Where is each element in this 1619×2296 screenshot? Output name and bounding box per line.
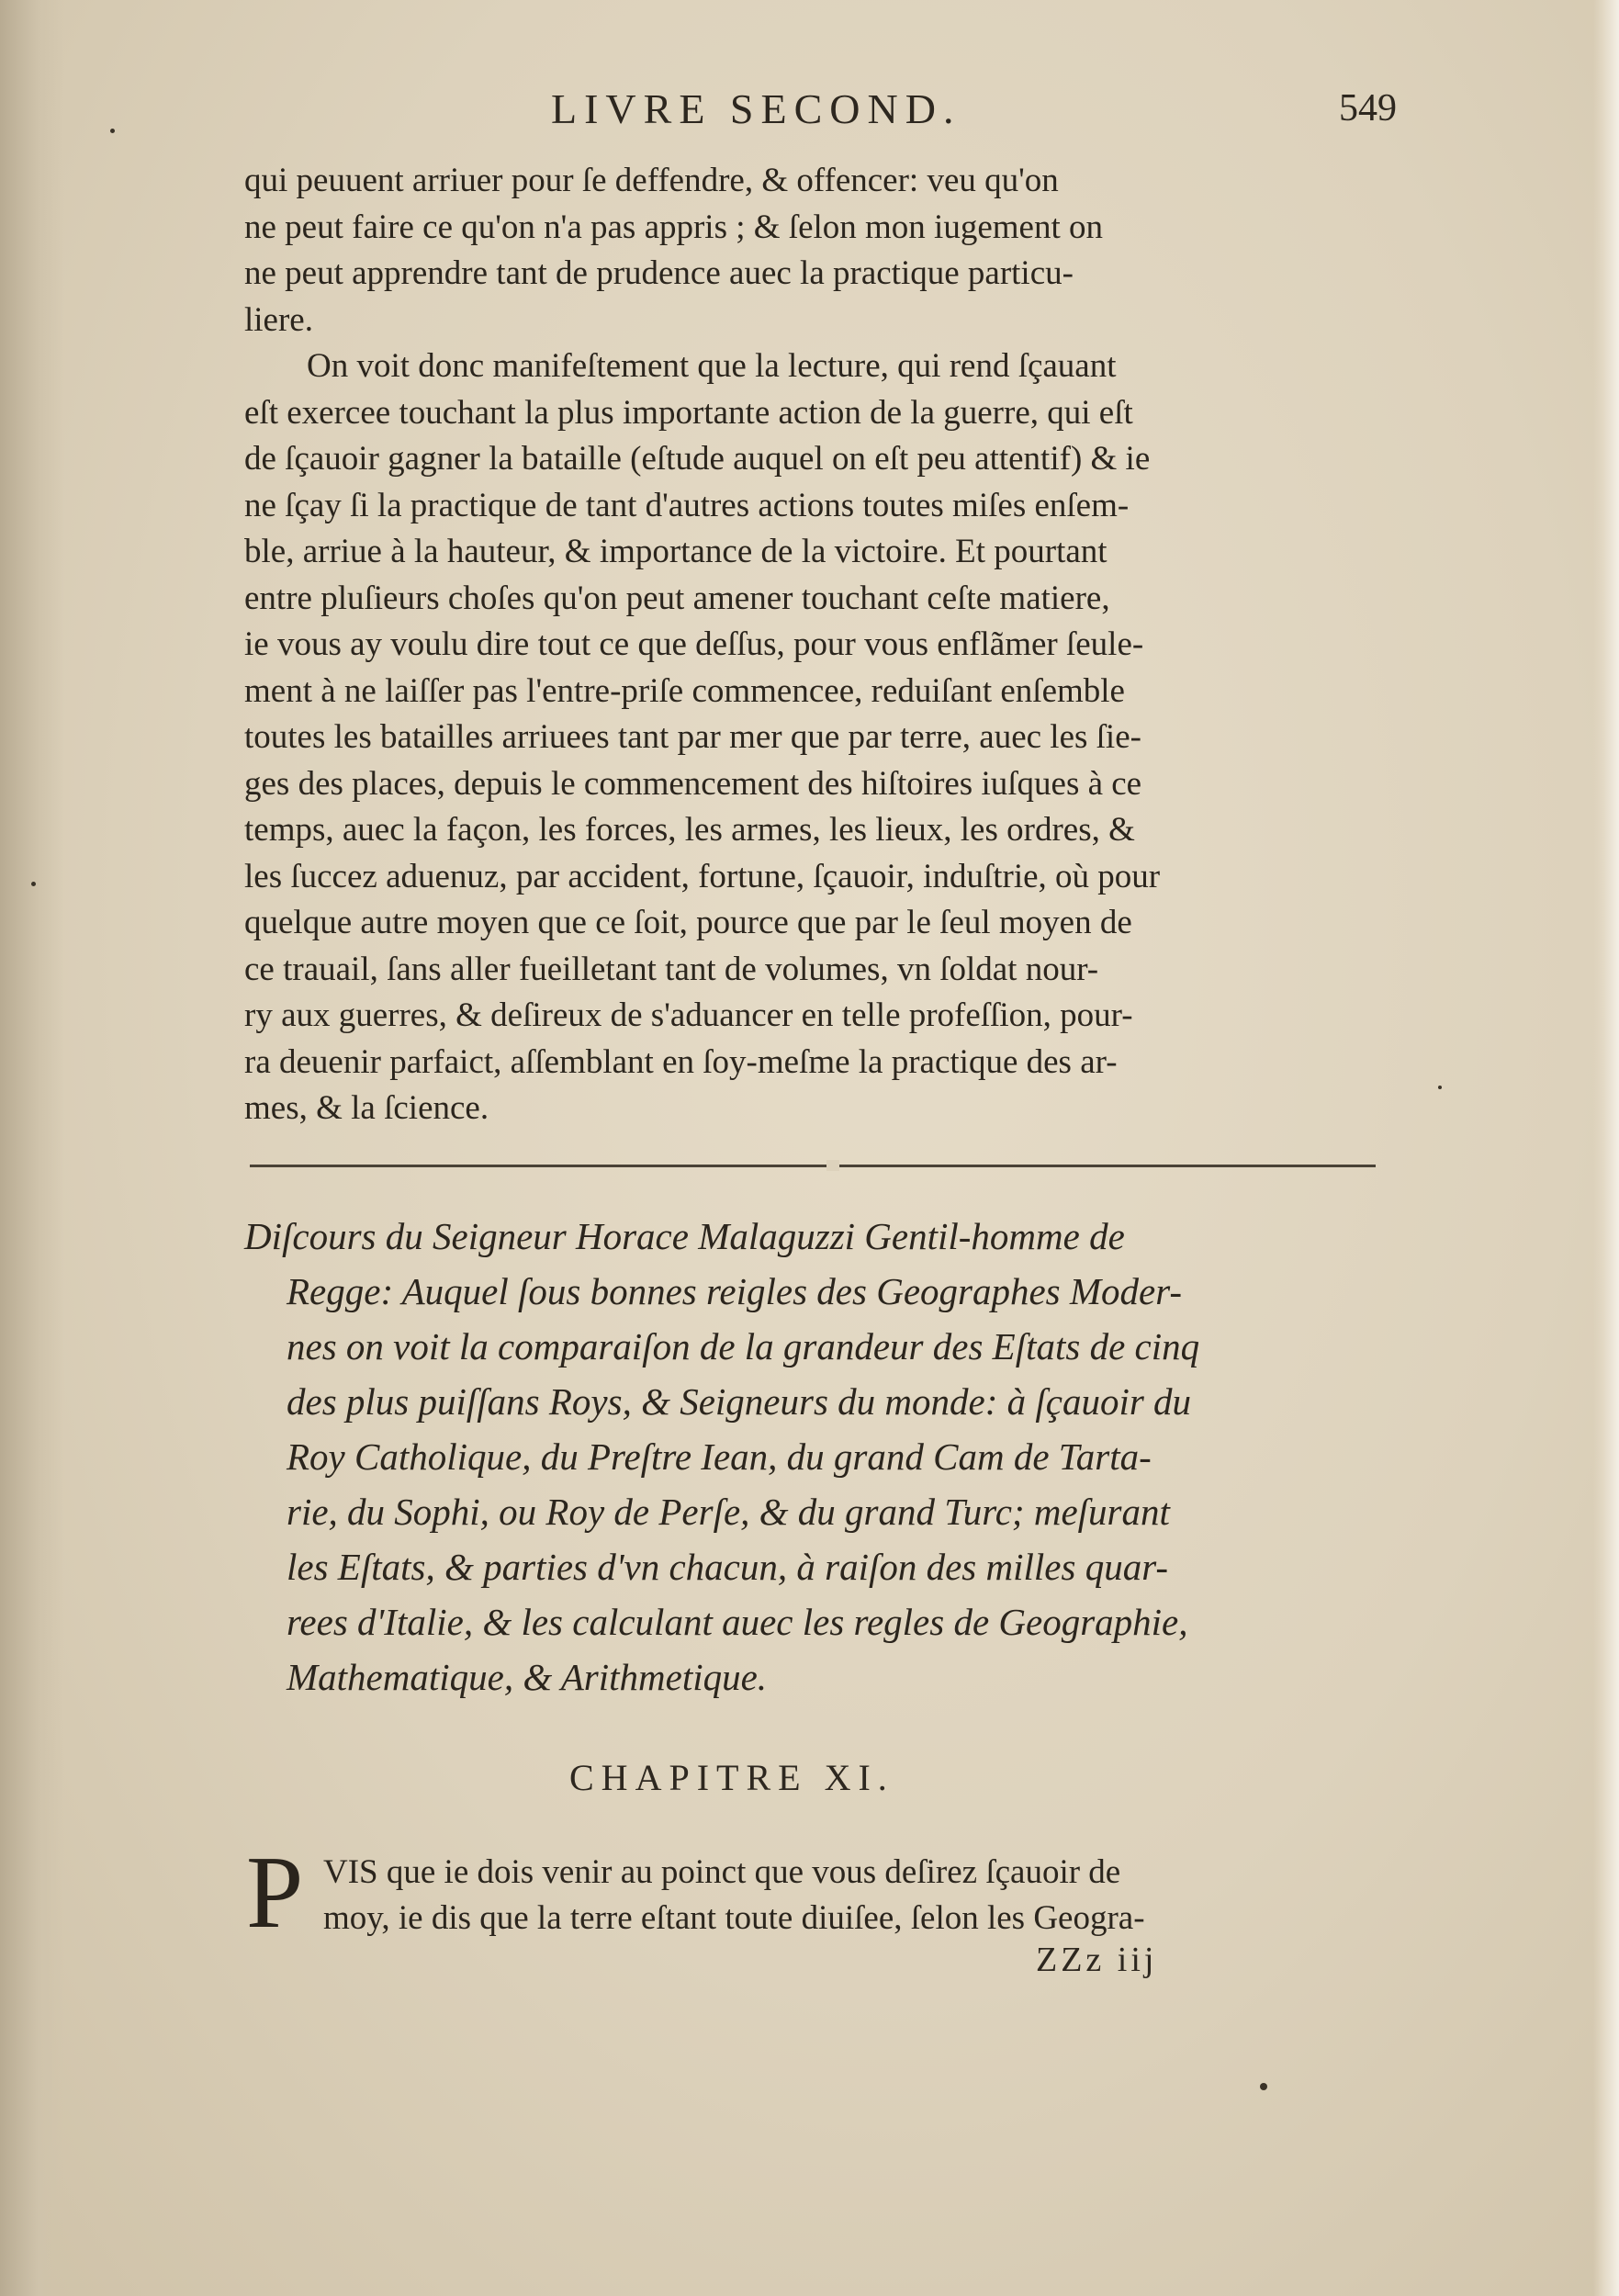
text-line: eſt exercee touchant la plus importante action de la guerre, qui eſt [244, 393, 1133, 432]
text-line: ne peut faire ce qu'on n'a pas appris ; & ſelon mon iugement on [244, 208, 1103, 246]
ink-speck [110, 129, 115, 133]
page-header [0, 84, 1619, 140]
text-line: ne peut apprendre tant de prudence auec la practique particu- [244, 254, 1074, 292]
text-line: ie vous ay voulu dire tout ce que deſſus, pour vous enflãmer ſeule- [244, 625, 1144, 663]
running-title: LIVRE SECOND. [551, 85, 961, 132]
text-line: ment à ne laiſſer pas l'entre-priſe commencee, reduiſant enſemble [244, 671, 1125, 710]
chapter-text [323, 1850, 1398, 1941]
text-line: mes, & la ſcience. [244, 1089, 489, 1127]
text-line: ges des places, depuis le commencement des hiſtoires iuſques à ce [244, 764, 1142, 803]
text-line: toutes les batailles arriuees tant par mer que par terre, auec les ſie- [244, 718, 1141, 756]
title-line: des plus puiſſans Roys, & Seigneurs du monde: à ſçauoir du [287, 1380, 1192, 1423]
title-line: les Eſtats, & parties d'vn chacun, à raiſon des milles quar- [287, 1546, 1168, 1588]
text-line: quelque autre moyen que ce ſoit, pource que par le ſeul moyen de [244, 904, 1132, 941]
text-line: ce trauail, ſans aller fueilletant tant de volumes, vn ſoldat nour- [244, 950, 1099, 988]
text-line: moy, ie dis que la terre eſtant toute diuiſee, ſelon les Geogra- [323, 1899, 1145, 1937]
page-gutter-shadow [0, 0, 64, 2296]
text-line: ry aux guerres, & deſireux de s'aduancer en telle profeſſion, pour- [244, 996, 1133, 1034]
section-divider [250, 1165, 1376, 1167]
title-line: Mathematique, & Arithmetique. [287, 1656, 768, 1698]
ink-speck [1438, 1086, 1442, 1089]
ink-speck [1260, 2083, 1267, 2090]
text-line: liere. [244, 300, 313, 339]
title-line: nes on voit la comparaiſon de la grandeur des Eſtats de cinq [287, 1325, 1200, 1367]
text-line: temps, auec la façon, les forces, les armes, les lieux, les ordres, & [244, 811, 1135, 849]
drop-cap: P [246, 1836, 304, 1950]
text-line: VIS que ie dois venir au poinct que vous deſirez ſçauoir de [323, 1853, 1121, 1891]
ink-speck [31, 882, 36, 886]
discourse-title [244, 1209, 1392, 1705]
text-line: ble, arriue à la hauteur, & importance de la victoire. Et pourtant [244, 533, 1107, 570]
text-line: qui peuuent arriuer pour ſe deffendre, & offencer: veu qu'on [244, 162, 1059, 199]
page-number: 549 [1339, 87, 1397, 129]
body-text [244, 158, 1392, 1132]
text-line: On voit donc manifeſtement que la lecture, qui rend ſçauant [307, 347, 1117, 385]
page-edge [1593, 0, 1619, 2296]
text-line: ne ſçay ſi la practique de tant d'autres actions toutes miſes enſem- [244, 486, 1130, 524]
text-line: entre pluſieurs choſes qu'on peut amener touchant ceſte matiere, [244, 579, 1110, 617]
title-line: rie, du Sophi, ou Roy de Perſe, & du grand Turc; meſurant [287, 1491, 1170, 1533]
divider-break [826, 1160, 839, 1171]
title-line: rees d'Italie, & les calculant auec les regles de Geographie, [287, 1601, 1188, 1643]
signature-mark: ZZz iij [1036, 1941, 1158, 1979]
text-line: de ſçauoir gagner la bataille (eſtude auquel on eſt peu attentif) & ie [244, 440, 1151, 478]
chapter-heading: CHAPITRE XI. [569, 1757, 894, 1798]
title-line: Diſcours du Seigneur Horace Malaguzzi Gentil-homme de [244, 1215, 1125, 1257]
text-line: les ſuccez aduenuz, par accident, fortune, ſçauoir, induſtrie, où pour [244, 857, 1161, 895]
title-line: Roy Catholique, du Preſtre Iean, du grand Cam de Tarta- [287, 1435, 1152, 1478]
title-line: Regge: Auquel ſous bonnes reigles des Geographes Moder- [287, 1270, 1183, 1312]
text-line: ra deuenir parfaict, aſſemblant en ſoy-meſme la practique des ar- [244, 1042, 1118, 1081]
